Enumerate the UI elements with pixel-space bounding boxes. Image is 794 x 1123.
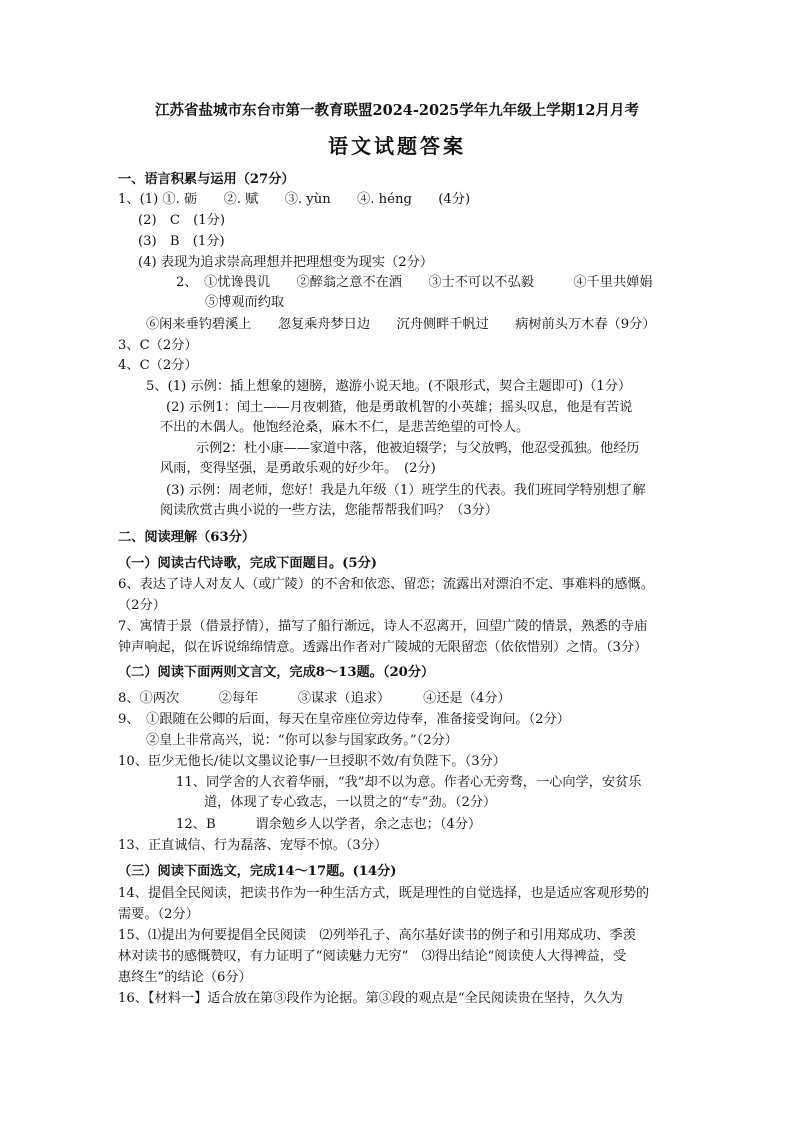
document-title: 语文试题答案	[328, 134, 466, 158]
answer-line: 不出的木偶人。他饱经沧桑，麻木不仁，是悲苦绝望的可怜人。	[160, 420, 530, 435]
section-heading-1: 一、语言积累与运用（27分）	[118, 172, 295, 187]
answer-line: (2) 示例1：闰土——月夜刺猹，他是勇敢机智的小英雄；摇头叹息，他是有苦说	[166, 400, 633, 415]
answer-line: 道，体现了专心致志，一以贯之的“专”劲。（2分）	[204, 795, 497, 810]
answer-line: 1、(1) ①. 砺 ②. 赋 ③. yùn ④. héng (4分)	[118, 192, 471, 207]
answer-line: 13、正直诚信、行为磊落、宠辱不惊。（3分）	[118, 838, 388, 853]
answer-line: 3、C（2分）	[118, 338, 198, 353]
answer-line: 8、①两次 ②每年 ③谋求（追求） ④还是（4分）	[118, 691, 511, 706]
answer-line: （2分）	[118, 598, 166, 613]
answer-line: 阅读欣赏古典小说的一些方法，您能帮帮我们吗？（3分）	[160, 503, 499, 518]
answer-line: 5、(1) 示例：插上想象的翅膀，遨游小说天地。(不限形式，契合主题即可)（1分）	[146, 379, 632, 394]
answer-line: 林对读书的感慨赞叹，有力证明了“阅读魅力无穷” ⑶得出结论“阅读使人大得裨益，受	[118, 949, 627, 964]
answer-line: (3) B (1分)	[138, 234, 225, 249]
subsection-heading: （三）阅读下面选文，完成14～17题。(14分)	[118, 864, 397, 879]
answer-line: (4) 表现为追求崇高理想并把理想变为现实（2分）	[138, 255, 434, 270]
answer-line: 12、B 谓余勉乡人以学者，余之志也；（4分）	[176, 817, 482, 832]
answer-line: 风雨，变得坚强，是勇敢乐观的好少年。 (2分)	[160, 461, 436, 476]
answer-line: ⑤博观而约取	[205, 295, 285, 310]
answer-line: 示例2：杜小康——家道中落，他被迫辍学；与父放鸭，他忍受孤独。他经历	[196, 441, 640, 456]
answer-line: 14、提倡全民阅读，把读书作为一种生活方式，既是理性的自觉选择，也是适应客观形势的	[118, 886, 650, 901]
answer-line: 11、同学舍的人衣着华丽，“我”却不以为意。作者心无旁骛，一心向学，安贫乐	[176, 775, 642, 790]
answer-line: 10、臣少无他长/徒以文墨议论事/一旦授职不效/有负陛下。（3分）	[118, 754, 506, 769]
answer-line: 9、 ①跟随在公卿的后面，每天在皇帝座位旁边侍奉，准备接受询问。（2分）	[118, 712, 570, 727]
subsection-heading: （二）阅读下面两则文言文，完成8～13题。（20分）	[118, 665, 435, 680]
answer-line: 7、寓情于景（借景抒情），描写了船行渐远，诗人不忍离开，回望广陵的情景，熟悉的寺庙	[118, 619, 648, 634]
answer-line: ②皇上非常高兴，说：“你可以参与国家政务。”（2分）	[146, 733, 458, 748]
answer-line: 6、表达了诗人对友人（或广陵）的不舍和依恋、留恋；流露出对漂泊不定、事难料的感慨。	[118, 577, 654, 592]
answer-line: 钟声响起，似在诉说绵绵情意。透露出作者对广陵城的无限留恋（依依惜别）之情。（3分）	[118, 640, 648, 655]
answer-line: 15、⑴提出为何要提倡全民阅读 ⑵列举孔子、高尔基好读书的例子和引用郑成功、季羡	[118, 928, 636, 943]
subsection-heading: （一）阅读古代诗歌，完成下面题目。(5分)	[118, 556, 378, 571]
exam-title: 江苏省盐城市东台市第一教育联盟2024-2025学年九年级上学期12月月考	[155, 102, 639, 119]
answer-line: 需要。（2分）	[118, 907, 199, 922]
answer-line: 2、 ①忧谗畏讥 ②醉翁之意不在酒 ③士不可以不弘毅 ④千里共婵娟	[176, 275, 653, 290]
answer-line: (2) C (1分)	[138, 213, 226, 228]
answer-line: 惠终生”的结论（6分）	[118, 970, 252, 985]
answer-line: (3) 示例：周老师，您好！我是九年级（1）班学生的代表。我们班同学特别想了解	[166, 483, 646, 498]
answer-line: 4、C（2分）	[118, 358, 198, 373]
answer-line: ⑥闲来垂钓碧溪上 忽复乘舟梦日边 沉舟侧畔千帆过 病树前头万木春（9分）	[146, 317, 656, 332]
answer-line: 16、【材料一】适合放在第③段作为论据。第③段的观点是“全民阅读贵在坚持，久久为	[118, 991, 623, 1006]
section-heading-2: 二、阅读理解（63分）	[118, 530, 256, 545]
